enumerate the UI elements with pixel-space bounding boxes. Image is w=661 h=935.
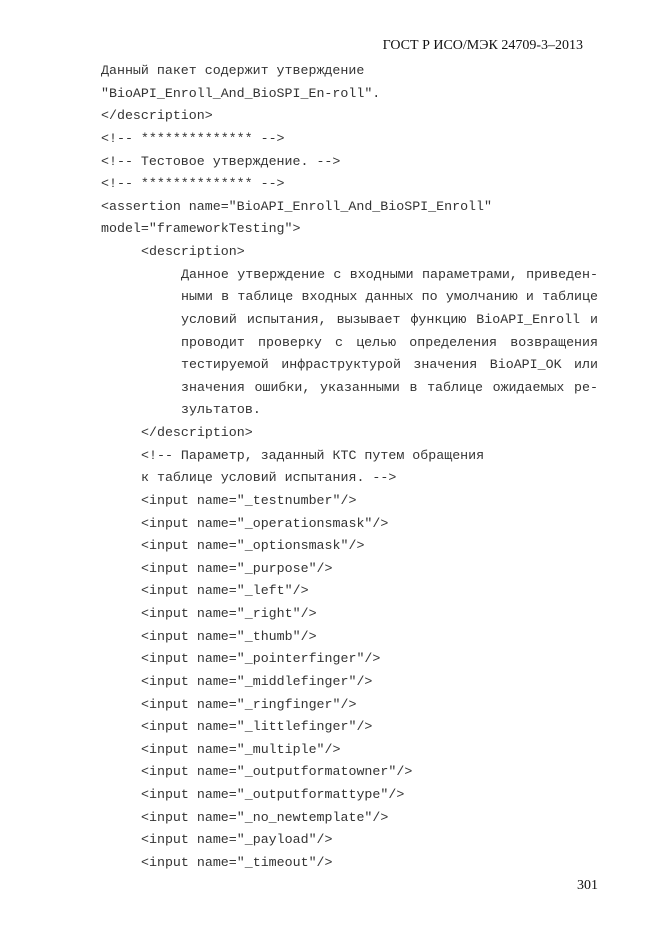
code-line: <assertion name="BioAPI_Enroll_And_BioSPI_Enroll" xyxy=(101,198,492,214)
page-number: 301 xyxy=(577,878,598,893)
input-line: <input name="_right"/> xyxy=(141,606,317,621)
input-line: <input name="_no_newtemplate"/> xyxy=(141,809,389,825)
code-line: model="frameworkTesting"> xyxy=(101,221,301,237)
input-line: <input name="_littlefinger"/> xyxy=(141,719,373,735)
code-line: <!-- ************** --> xyxy=(101,176,285,192)
description-line: проводит проверку с целью определения возвращения xyxy=(181,334,598,350)
description-line: зультатов. xyxy=(181,402,261,418)
code-line: <!-- ************** --> xyxy=(101,130,285,146)
code-line: <!-- Тестовое утверждение. --> xyxy=(101,153,341,169)
code-line: к таблице условий испытания. --> xyxy=(141,470,397,486)
input-line: <input name="_purpose"/> xyxy=(141,560,333,576)
input-line: <input name="_outputformatowner"/> xyxy=(141,764,413,780)
input-line: <input name="_ringfinger"/> xyxy=(141,696,357,712)
input-line: <input name="_left"/> xyxy=(141,583,309,599)
input-line: <input name="_middlefinger"/> xyxy=(141,673,373,689)
input-line: <input name="_operationsmask"/> xyxy=(141,515,389,531)
code-line: <!-- Параметр, заданный КТС путем обращения xyxy=(141,447,485,463)
code-line: Данный пакет содержит утверждение xyxy=(101,63,365,78)
code-listing xyxy=(0,60,661,875)
input-line: <input name="_timeout"/> xyxy=(141,854,333,870)
description-line: условий испытания, вызывает функцию BioAPI_Enroll и xyxy=(181,311,598,327)
input-line: <input name="_multiple"/> xyxy=(141,741,341,757)
code-line: </description> xyxy=(101,108,213,124)
input-line: <input name="_outputformattype"/> xyxy=(141,787,405,802)
code-line: </description> xyxy=(141,425,253,440)
input-line: <input name="_payload"/> xyxy=(141,832,333,848)
document-header: ГОСТ Р ИСО/МЭК 24709-3–2013 xyxy=(382,38,583,53)
description-line: тестируемой инфраструктурой значения BioAPI_OK или xyxy=(181,357,598,373)
input-line: <input name="_optionsmask"/> xyxy=(141,538,365,554)
input-line: <input name="_thumb"/> xyxy=(141,628,317,644)
input-line: <input name="_testnumber"/> xyxy=(141,492,357,508)
description-line: значения ошибки, указанными в таблице ожидаемых ре- xyxy=(181,379,598,395)
input-line: <input name="_pointerfinger"/> xyxy=(141,651,381,667)
description-line: Данное утверждение с входными параметрами, приведен- xyxy=(181,266,598,282)
code-line: <description> xyxy=(141,244,245,259)
description-line: ными в таблице входных данных по умолчанию и таблице xyxy=(181,289,598,305)
code-line: "BioAPI_Enroll_And_BioSPI_En-roll". xyxy=(101,85,381,101)
